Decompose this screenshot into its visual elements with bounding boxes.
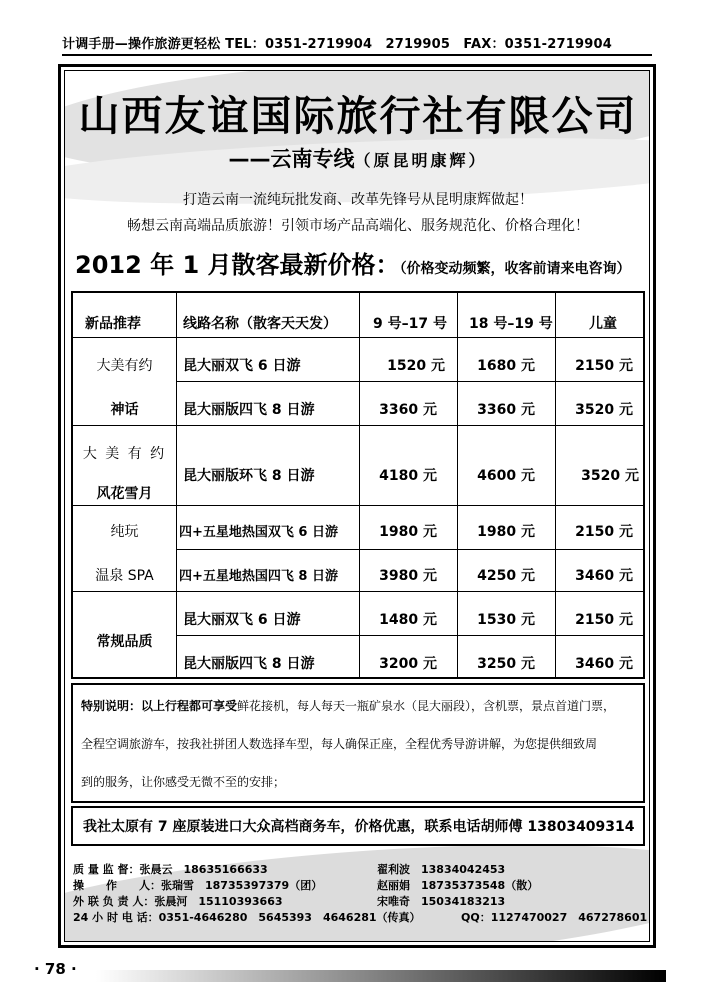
slogan-2: 畅想云南高端品质旅游！引领市场产品高端化、服务规范化、价格合理化！ (127, 218, 589, 234)
notes-line-1 (81, 697, 637, 714)
column-header: 儿童 (589, 316, 617, 332)
route-name: 昆大丽版四飞 8 日游 (183, 402, 315, 418)
subtitle-main: ——云南专线 (228, 147, 355, 171)
subtitle (65, 143, 650, 173)
price-child: 3520 元 (575, 402, 633, 418)
category-label: 风花雪月 (96, 486, 153, 502)
price-child: 3520 元 (581, 468, 639, 484)
category-label: 纯玩 (110, 524, 139, 540)
price-table (71, 291, 645, 679)
price-adult-early: 3980 元 (379, 568, 437, 584)
contact-text: 操 作 人：张瑞雪 18735397379（团） (73, 879, 323, 892)
price-child: 2150 元 (575, 612, 633, 628)
column-header: 新品推荐 (85, 316, 141, 332)
price-heading-note: （价格变动频繁，收客前请来电咨询） (399, 261, 631, 277)
category-label: 大美有约 (96, 358, 153, 374)
table-divider (73, 505, 643, 506)
advert-panel (64, 70, 650, 942)
header-line: 计调手册—操作旅游更轻松 TEL：0351-2719904 2719905 FAX：0351-2719904 (62, 37, 612, 52)
route-name: 昆大丽版四飞 8 日游 (183, 656, 315, 672)
header-rule (62, 54, 652, 56)
price-adult-early: 3360 元 (379, 402, 437, 418)
subtitle-paren: （原昆明康辉） (354, 151, 488, 170)
price-child: 2150 元 (575, 358, 633, 374)
price-adult-early: 1480 元 (379, 612, 437, 628)
table-divider (73, 337, 643, 338)
slogan-1: 打造云南一流纯玩批发商、改革先锋号从昆明康辉做起！ (183, 192, 533, 208)
price-child: 3460 元 (575, 568, 633, 584)
page-number: · 78 · (34, 960, 77, 978)
price-adult-late: 4600 元 (477, 468, 535, 484)
price-heading-title: 2012 年 1 月散客最新价格： (75, 251, 400, 279)
notes-line-3: 到的服务，让你感受无微不至的安排； (81, 775, 286, 789)
price-adult-early: 1520 元 (387, 358, 445, 374)
price-adult-late: 4250 元 (477, 568, 535, 584)
company-name: 山西友谊国际旅行社有限公司 (78, 92, 638, 140)
price-adult-early: 4180 元 (379, 468, 437, 484)
column-header: 线路名称（散客天天发） (183, 316, 337, 332)
table-divider (73, 591, 643, 592)
table-divider (176, 381, 643, 382)
price-adult-late: 1980 元 (477, 524, 535, 540)
route-name: 四+五星地热国四飞 8 日游 (179, 569, 338, 584)
contact-text: QQ：1127470027 467278601 (461, 911, 648, 924)
category-label: 神话 (110, 402, 139, 418)
table-divider (176, 549, 643, 550)
category-label: 常规品质 (96, 634, 153, 650)
route-name: 昆大丽双飞 6 日游 (183, 358, 301, 374)
notes-label: 特别说明：以上行程都可享受 (81, 699, 238, 713)
price-adult-late: 1680 元 (477, 358, 535, 374)
table-divider (176, 635, 643, 636)
contact-text: 翟利波 13834042453 (377, 863, 506, 876)
table-divider (73, 425, 643, 426)
price-heading (75, 245, 631, 280)
page-bar-decoration (96, 970, 666, 982)
contact-text: 外 联 负 责 人：张晨河 15110393663 (73, 895, 283, 908)
price-adult-late: 3250 元 (477, 656, 535, 672)
notes-text: 鲜花接机，每人每天一瓶矿泉水（昆大丽段），含机票，景点首道门票， (237, 699, 616, 713)
contact-text: 24 小 时 电 话：0351-4646280 5645393 4646281（传真） (73, 911, 421, 924)
price-child: 2150 元 (575, 524, 633, 540)
price-adult-late: 1530 元 (477, 612, 535, 628)
category-label: 大 美 有 约 (82, 446, 167, 462)
promo-line: 我社太原有 7 座原装进口大众高档商务车，价格优惠，联系电话胡师傅 13803409314 (71, 806, 645, 846)
price-adult-early: 3200 元 (379, 656, 437, 672)
table-divider (176, 293, 177, 677)
price-adult-early: 1980 元 (379, 524, 437, 540)
contact-text: 宋唯奇 15034183213 (377, 895, 506, 908)
route-name: 四+五星地热国双飞 6 日游 (179, 525, 338, 540)
special-notes (71, 683, 645, 803)
price-adult-late: 3360 元 (477, 402, 535, 418)
column-header: 9 号–17 号 (373, 316, 447, 332)
price-child: 3460 元 (575, 656, 633, 672)
route-name: 昆大丽双飞 6 日游 (183, 612, 301, 628)
contact-text: 质 量 监 督：张晨云 18635166633 (73, 863, 268, 876)
contact-text: 赵丽娟 18735373548（散） (377, 879, 539, 892)
category-label: 温泉 SPA (95, 568, 154, 584)
notes-line-2: 全程空调旅游车，按我社拼团人数选择车型，每人确保正座，全程优秀导游讲解，为您提供细致周 (81, 737, 598, 751)
route-name: 昆大丽版环飞 8 日游 (183, 468, 315, 484)
column-header: 18 号–19 号 (469, 316, 553, 332)
